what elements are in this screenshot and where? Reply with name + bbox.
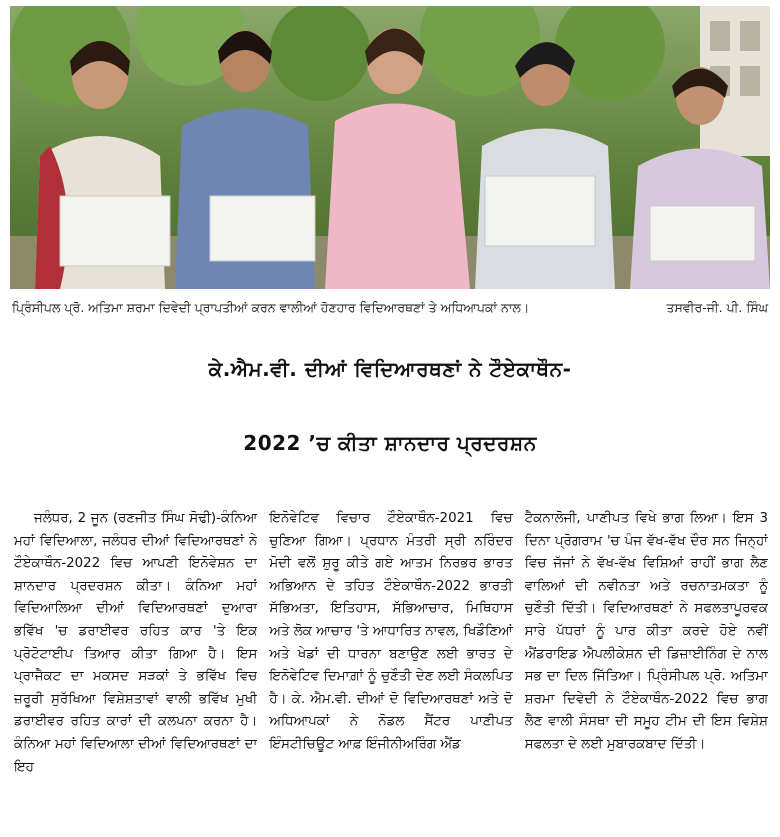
- article-column-2: [269, 508, 512, 834]
- headline-line-1: ਕੇ.ਐਮ.ਵੀ. ਦੀਆਂ ਵਿਦਿਆਰਥਣਾਂ ਨੇ ਟੌਏਕਾਥੌਨ-: [208, 357, 572, 381]
- article-paragraph: ਇਨੋਵੇਟਿਵ ਵਿਚਾਰ ਟੌਏਕਾਥੌਨ-2021 ਵਿਚ ਚੁਣਿਆ ਗਿਆ। ਪ੍ਰਧਾਨ ਮੰਤਰੀ ਸ੍ਰੀ ਨਰਿੰਦਰ ਮੋਦੀ ਵਲੋਂ ਸ਼ੁਰੂ ਕੀਤੇ ਗਏ ਆਤਮ ਨਿਰਭਰ ਭਾਰਤ ਅਭਿਆਨ ਦੇ ਤਹਿਤ ਟੌਏਕਾਥੌਨ-2022 ਭਾਰਤੀ ਸੱਭਿਅਤਾ, ਇਤਿਹਾਸ, ਸੱਭਿਆਚਾਰ, ਮਿਥਿਹਾਸ ਅਤੇ ਲੋਕ ਆਚਾਰ 'ਤੇ ਆਧਾਰਿਤ ਨਾਵਲ, ਖਿਡੌਣਿਆਂ ਅਤੇ ਖੇਡਾਂ ਦੀ ਧਾਰਨਾ ਬਣਾਉਣ ਲਈ ਭਾਰਤ ਦੇ ਇਨੋਵੇਟਿਵ ਦਿਮਾਗ਼ਾਂ ਨੂੰ ਚੁਣੌਤੀ ਦੇਣ ਲਈ ਸੰਕਲਪਿਤ ਹੈ। ਕੇ. ਐਮ.ਵੀ. ਦੀਆਂ ਦੋ ਵਿਦਿਆਰਥਣਾਂ ਅਤੇ ਦੋ ਅਧਿਆਪਕਾਂ ਨੇ ਨੋਡਲ ਸੈਂਟਰ ਪਾਣੀਪਤ ਇੰਸਟੀਚਿਊਟ ਆਫ਼ ਇੰਜੀਨੀਅਰਿੰਗ ਐਂਡ: [269, 511, 513, 752]
- group-photo-icon: [10, 6, 770, 289]
- article-column-1: [14, 508, 257, 834]
- article-paragraph: ਟੈਕਨਾਲੋਜੀ, ਪਾਣੀਪਤ ਵਿਖੇ ਭਾਗ ਲਿਆ। ਇਸ 3 ਦਿਨਾ ਪ੍ਰੋਗਰਾਮ 'ਚ ਪੰਜ ਵੱਖ-ਵੱਖ ਦੌਰ ਸਨ ਜਿਨ੍ਹਾਂ ਵਿਚ ਜੱਜਾਂ ਨੇ ਵੱਖ-ਵੱਖ ਵਿਸ਼ਿਆਂ ਰਾਹੀਂ ਭਾਗ ਲੈਣ ਵਾਲਿਆਂ ਦੀ ਨਵੀਨਤਾ ਅਤੇ ਰਚਨਾਤਮਕਤਾ ਨੂੰ ਚੁਣੌਤੀ ਦਿੱਤੀ। ਵਿਦਿਆਰਥਣਾਂ ਨੇ ਸਫਲਤਾਪੂਰਵਕ ਸਾਰੇ ਪੱਧਰਾਂ ਨੂੰ ਪਾਰ ਕੀਤਾ ਕਰਦੇ ਹੋਏ ਨਵੀਂ ਐਂਡਰਾਇਡ ਐਪਲੀਕੇਸ਼ਨ ਦੀ ਡਿਜ਼ਾਈਨਿੰਗ ਦੇ ਨਾਲ ਸਭ ਦਾ ਦਿਲ ਜਿੱਤਿਆ। ਪ੍ਰਿੰਸੀਪਲ ਪ੍ਰੋ. ਅਤਿਮਾ ਸ਼ਰਮਾ ਦਿਵੇਦੀ ਨੇ ਟੌਏਕਾਥੌਨ-2022 ਵਿਚ ਭਾਗ ਲੈਣ ਵਾਲੀ ਸੰਸਥਾ ਦੀ ਸਮੂਹ ਟੀਮ ਦੀ ਇਸ ਵਿਸ਼ੇਸ਼ ਸਫਲਤਾ ਦੇ ਲਈ ਮੁਬਾਰਕਬਾਦ ਦਿੱਤੀ।: [524, 511, 768, 752]
- article-body: [14, 508, 768, 834]
- photo-credit: ਤਸਵੀਰ-ਜੀ. ਪੀ. ਸਿੰਘ: [666, 300, 768, 315]
- article-paragraph: ਜਲੰਧਰ, 2 ਜੂਨ (ਰਣਜੀਤ ਸਿੰਘ ਸੋਢੀ)-ਕੰਨਿਆ ਮਹਾਂ ਵਿਦਿਆਲਾ, ਜਲੰਧਰ ਦੀਆਂ ਵਿਦਿਆਰਥਣਾਂ ਨੇ ਟੌਏਕਾਥੌਨ-2022 ਵਿਚ ਆਪਣੀ ਇਨੋਵੇਸ਼ਨ ਦਾ ਸ਼ਾਨਦਾਰ ਪ੍ਰਦਰਸ਼ਨ ਕੀਤਾ। ਕੰਨਿਆ ਮਹਾਂ ਵਿਦਿਆਲਿਆ ਦੀਆਂ ਵਿਦਿਆਰਥਣਾਂ ਦੁਆਰਾ ਭਵਿੱਖ 'ਚ ਡਰਾਈਵਰ ਰਹਿਤ ਕਾਰ 'ਤੇ ਇਕ ਪ੍ਰੋਟੋਟਾਈਪ ਤਿਆਰ ਕੀਤਾ ਗਿਆ ਹੈ। ਇਸ ਪ੍ਰਾਜੈਕਟ ਦਾ ਮਕਸਦ ਸੜਕਾਂ ਤੇ ਭਵਿੱਖ ਵਿਚ ਜ਼ਰੂਰੀ ਸੁਰੱਖਿਆ ਵਿਸ਼ੇਸ਼ਤਾਵਾਂ ਵਾਲੀ ਭਵਿੱਖ ਮੁਖੀ ਡਰਾਈਵਰ ਰਹਿਤ ਕਾਰਾਂ ਦੀ ਕਲਪਨਾ ਕਰਨਾ ਹੈ। ਕੰਨਿਆ ਮਹਾਂ ਵਿਦਿਆਲਾ ਦੀਆਂ ਵਿਦਿਆਰਥਣਾਂ ਦਾ ਇਹ: [14, 511, 258, 775]
- headline: [0, 332, 780, 480]
- photo-caption: [12, 295, 768, 321]
- article-column-3: [525, 508, 768, 834]
- headline-line-2: 2022 ’ਚ ਕੀਤਾ ਸ਼ਾਨਦਾਰ ਪ੍ਰਦਰਸ਼ਨ: [243, 431, 537, 455]
- group-photo: [10, 6, 770, 289]
- caption-text: ਪ੍ਰਿੰਸੀਪਲ ਪ੍ਰੋ. ਅਤਿਮਾ ਸ਼ਰਮਾ ਦਿਵੇਦੀ ਪ੍ਰਾਪਤੀਆਂ ਕਰਨ ਵਾਲੀਆਂ ਹੋਣਹਾਰ ਵਿਦਿਆਰਥਣਾਂ ਤੇ ਅਧਿਆਪਕਾਂ ਨਾਲ।: [12, 300, 530, 315]
